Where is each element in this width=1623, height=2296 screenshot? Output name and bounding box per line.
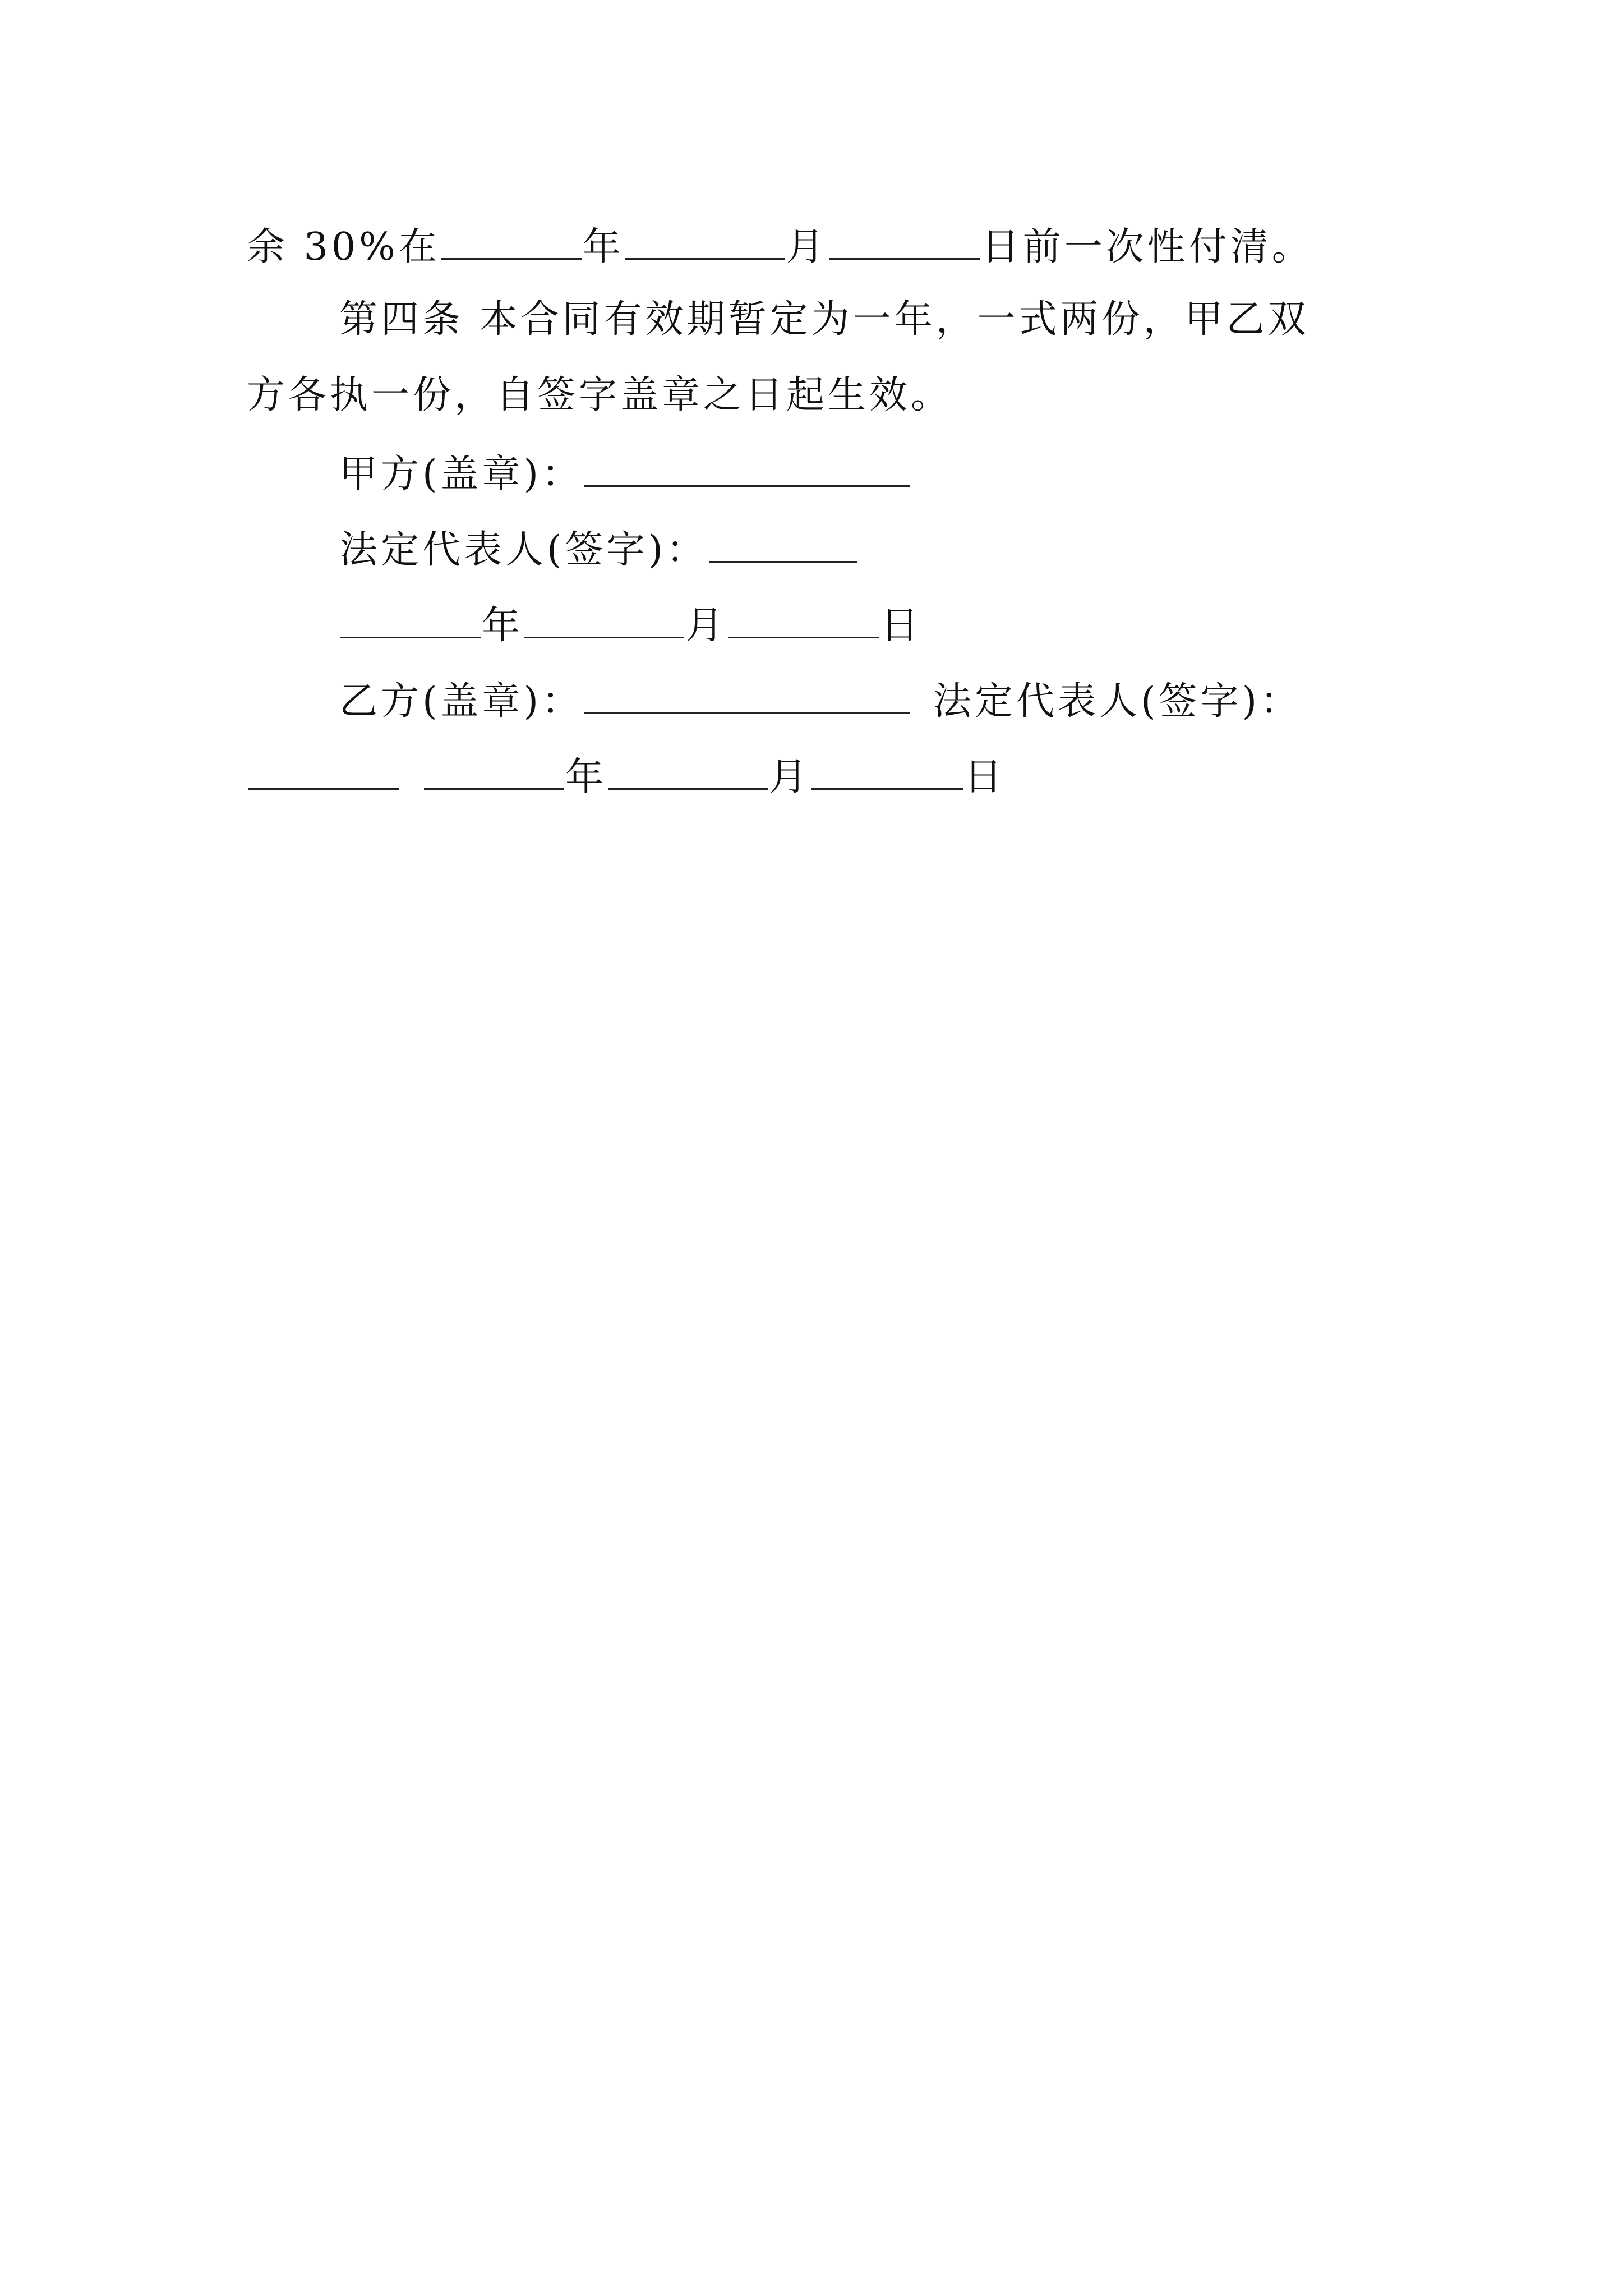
party-b-day-label: 日 [964,755,1006,799]
party-a-rep-label: 法定代表人(签字)： [339,528,708,572]
party-b-year-blank[interactable] [424,749,564,790]
party-b-rep-blank[interactable] [248,749,399,790]
party-b-month-blank[interactable] [608,749,768,790]
payment-suffix: 日前一次性付清。 [981,225,1313,269]
payment-year-label: 年 [582,225,624,269]
party-a-month-label: 月 [685,604,727,648]
party-a-rep-blank[interactable] [709,522,857,563]
party-a-rep-line [339,522,859,576]
party-b-seal-blank[interactable] [584,673,910,714]
party-a-seal-blank[interactable] [584,446,910,487]
party-b-year-label: 年 [565,755,607,799]
article4-line1: 第四条 本合同有效期暂定为一年，一式两份，甲乙双 [339,297,1310,342]
payment-prefix: 余 30%在 [247,225,440,269]
party-b-seal-label: 乙方(盖章)： [339,679,584,724]
party-a-seal-line [339,446,911,500]
party-a-day-label: 日 [880,604,923,648]
party-a-seal-label: 甲方(盖章)： [339,452,584,496]
payment-day-blank[interactable] [829,219,980,260]
party-b-rep-label: 法定代表人(签字)： [933,679,1302,724]
payment-month-label: 月 [786,225,828,269]
payment-year-blank[interactable] [441,219,582,260]
payment-line [247,219,1313,273]
article4-line2: 方各执一份，自签字盖章之日起生效。 [247,373,953,417]
party-a-year-blank[interactable] [340,597,481,638]
party-b-day-blank[interactable] [811,749,963,790]
payment-month-blank[interactable] [625,219,785,260]
party-b-month-label: 月 [769,755,811,799]
party-b-date-line [247,749,1006,803]
party-b-seal-line [339,673,1302,727]
party-a-date-line [339,597,922,651]
party-a-year-label: 年 [482,604,524,648]
party-a-day-blank[interactable] [728,597,879,638]
party-a-month-blank[interactable] [524,597,684,638]
